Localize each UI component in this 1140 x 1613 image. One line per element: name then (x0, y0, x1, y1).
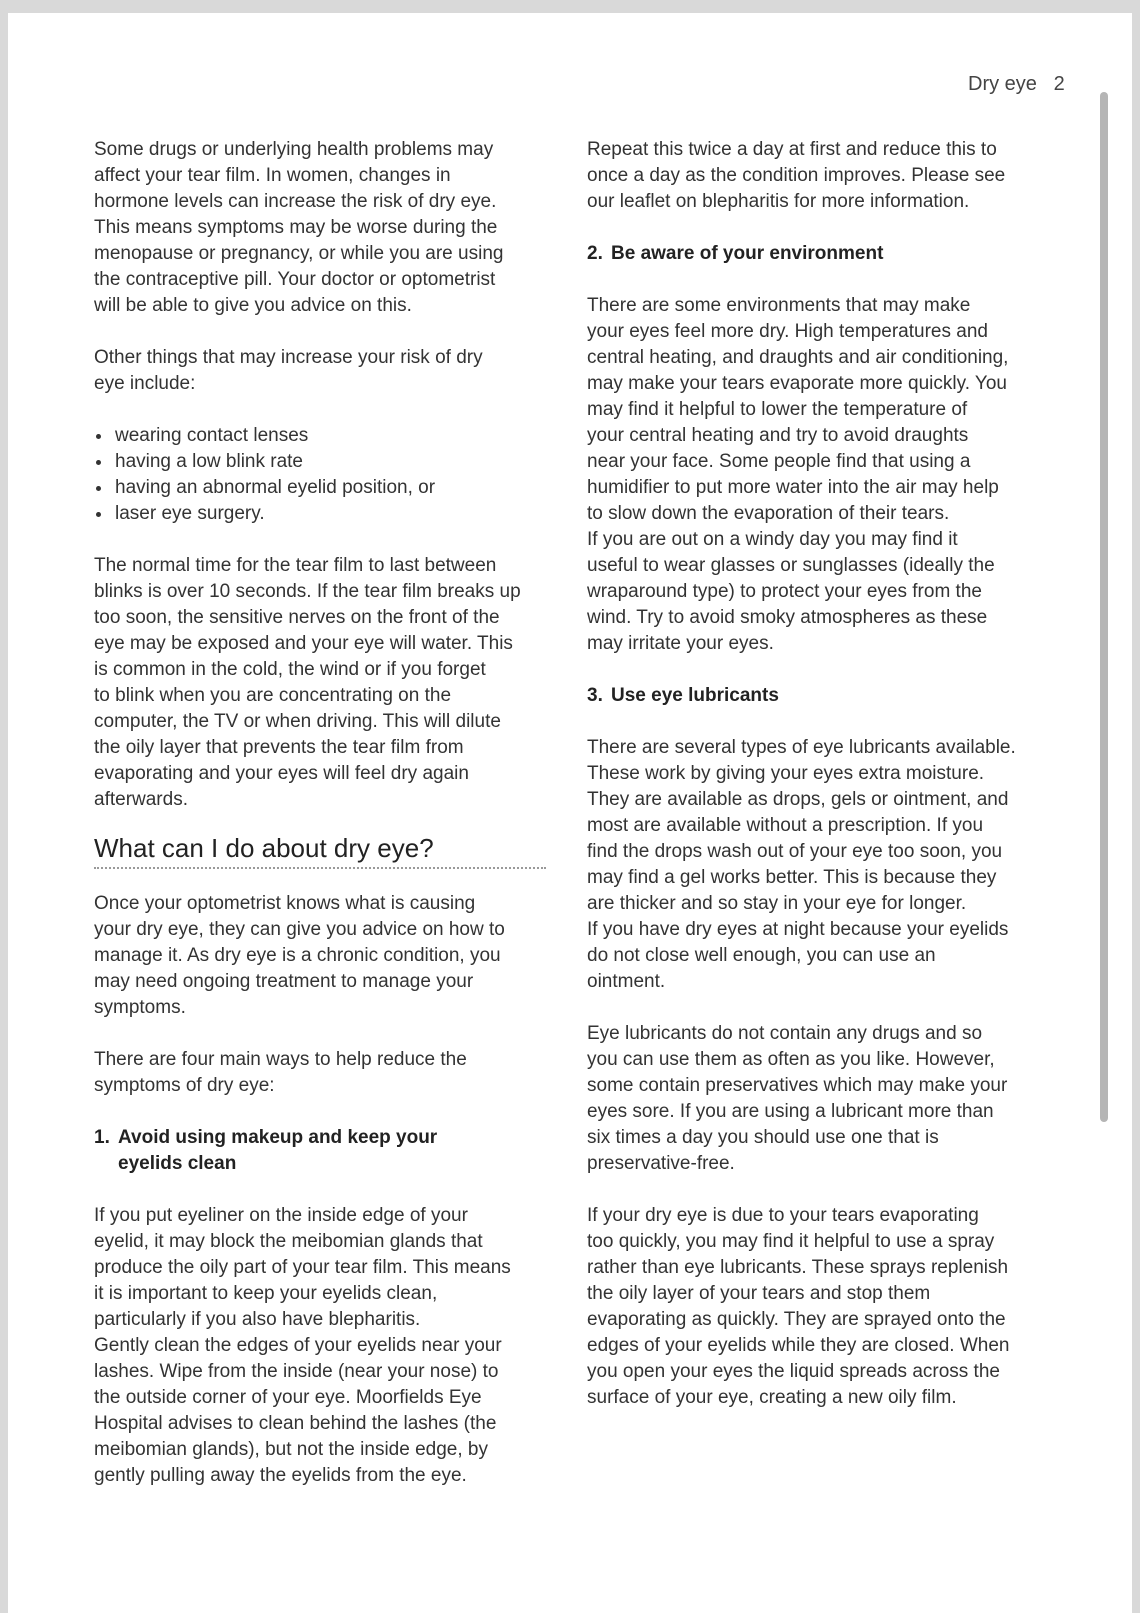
text-line: evaporating and your eyes will feel dry again (94, 763, 469, 784)
text-line: wraparound type) to protect your eyes from the (587, 581, 982, 602)
list-number: 2. (587, 243, 603, 264)
text-line: afterwards. (94, 789, 188, 810)
text-line: the oily layer that prevents the tear film from (94, 737, 464, 758)
text-line: may find it helpful to lower the temperature of (587, 399, 968, 420)
paragraph (94, 891, 564, 1021)
text-line: to blink when you are concentrating on the (94, 685, 452, 706)
text-line: blinks is over 10 seconds. If the tear film breaks up (94, 581, 521, 602)
text-line: most are available without a prescription. If you (587, 815, 984, 836)
text-line: the oily layer of your tears and stop them (587, 1283, 931, 1304)
section-heading (94, 831, 564, 865)
text-line: humidifier to put more water into the air may help (587, 477, 999, 498)
vertical-scrollbar[interactable] (1100, 92, 1108, 1122)
text-line: may need ongoing treatment to manage your (94, 971, 474, 992)
text-line: it is important to keep your eyelids clean, (94, 1283, 438, 1304)
text-line: These work by giving your eyes extra moisture. (587, 763, 985, 784)
bullet-list (94, 423, 564, 527)
text-line: There are several types of eye lubricants available. (587, 737, 1016, 758)
paragraph (587, 137, 1057, 215)
text-line: may find a gel works better. This is because they (587, 867, 997, 888)
text-line: manage it. As dry eye is a chronic condition, you (94, 945, 501, 966)
paragraph (94, 345, 564, 397)
page-number: 2 (1053, 73, 1065, 95)
text-line: eyelid, it may block the meibomian glands that (94, 1231, 483, 1252)
text-line: some contain preservatives which may make your (587, 1075, 1008, 1096)
text-line: Be aware of your environment (611, 243, 884, 264)
text-line: eye may be exposed and your eye will water. This (94, 633, 513, 654)
text-line: the contraceptive pill. Your doctor or optometrist (94, 269, 496, 290)
text-line: wind. Try to avoid smoky atmospheres as these (587, 607, 988, 628)
text-line: Hospital advises to clean behind the lashes (the (94, 1413, 497, 1434)
text-line: preservative-free. (587, 1153, 735, 1174)
text-line: eyes sore. If you are using a lubricant more than (587, 1101, 994, 1122)
document-page (8, 13, 1132, 1613)
text-line: hormone levels can increase the risk of dry eye. (94, 191, 497, 212)
list-item: having a low blink rate (94, 449, 564, 475)
text-line: They are available as drops, gels or ointment, and (587, 789, 1009, 810)
header-title: Dry eye (968, 73, 1037, 95)
list-item: having an abnormal eyelid position, or (94, 475, 564, 501)
paragraph (587, 293, 1057, 657)
text-line: Eye lubricants do not contain any drugs and so (587, 1023, 983, 1044)
text-line: may irritate your eyes. (587, 633, 774, 654)
text-line: are thicker and so stay in your eye for longer. (587, 893, 967, 914)
text-line: Use eye lubricants (611, 685, 779, 706)
text-line: symptoms of dry eye: (94, 1075, 275, 1096)
text-line: your dry eye, they can give you advice on how to (94, 919, 505, 940)
text-line: useful to wear glasses or sunglasses (ideally the (587, 555, 995, 576)
text-line: rather than eye lubricants. These sprays replenish (587, 1257, 1009, 1278)
text-line: our leaflet on blepharitis for more information. (587, 191, 970, 212)
text-line: gently pulling away the eyelids from the eye. (94, 1465, 467, 1486)
text-line: find the drops wash out of your eye too soon, you (587, 841, 1003, 862)
text-line: central heating, and draughts and air conditioning, (587, 347, 1009, 368)
text-line: There are some environments that may make (587, 295, 971, 316)
text-line: lashes. Wipe from the inside (near your nose) to (94, 1361, 499, 1382)
text-line: computer, the TV or when driving. This will dilute (94, 711, 501, 732)
text-line: to slow down the evaporation of their tears. (587, 503, 950, 524)
text-line: too quickly, you may find it helpful to use a spray (587, 1231, 995, 1252)
text-line: the outside corner of your eye. Moorfields Eye (94, 1387, 482, 1408)
text-line: your central heating and try to avoid draughts (587, 425, 969, 446)
text-line: affect your tear film. In women, changes in (94, 165, 451, 186)
section-heading-text: What can I do about dry eye? (94, 833, 434, 863)
list-number: 1. (94, 1127, 110, 1148)
text-line: edges of your eyelids while they are closed. When (587, 1335, 1010, 1356)
text-line: particularly if you also have blepharitis. (94, 1309, 421, 1330)
text-line: evaporating as quickly. They are sprayed onto the (587, 1309, 1006, 1330)
text-line: you open your eyes the liquid spreads across the (587, 1361, 1000, 1382)
text-line: Some drugs or underlying health problems may (94, 139, 494, 160)
text-line: If your dry eye is due to your tears evaporating (587, 1205, 979, 1226)
text-line: menopause or pregnancy, or while you are using (94, 243, 504, 264)
text-line: meibomian glands), but not the inside edge, by (94, 1439, 488, 1460)
text-line: is common in the cold, the wind or if you forget (94, 659, 486, 680)
paragraph (587, 1203, 1057, 1411)
text-line: ointment. (587, 971, 666, 992)
text-line: Other things that may increase your risk of dry (94, 347, 483, 368)
text-line: too soon, the sensitive nerves on the front of the (94, 607, 500, 628)
text-line: Gently clean the edges of your eyelids near your (94, 1335, 502, 1356)
paragraph (94, 1203, 564, 1489)
paragraph (94, 553, 564, 813)
text-line: Repeat this twice a day at first and reduce this to (587, 139, 997, 160)
text-line: surface of your eye, creating a new oily film. (587, 1387, 957, 1408)
text-line: do not close well enough, you can use an (587, 945, 936, 966)
text-line: near your face. Some people find that using a (587, 451, 971, 472)
running-header (968, 73, 1065, 96)
list-item: wearing contact lenses (94, 423, 564, 449)
text-line: The normal time for the tear film to last between (94, 555, 497, 576)
text-line: you can use them as often as you like. However, (587, 1049, 995, 1070)
paragraph (94, 1047, 564, 1099)
text-line: will be able to give you advice on this. (94, 295, 412, 316)
text-line: eye include: (94, 373, 196, 394)
dotted-divider (94, 867, 546, 869)
text-line: If you have dry eyes at night because your eyelids (587, 919, 1009, 940)
text-line: may make your tears evaporate more quickly. You (587, 373, 1007, 394)
text-line: This means symptoms may be worse during the (94, 217, 498, 238)
text-line: eyelids clean (118, 1153, 237, 1174)
text-line: Avoid using makeup and keep your (118, 1127, 438, 1148)
paragraph (587, 735, 1057, 995)
text-line: There are four main ways to help reduce the (94, 1049, 467, 1070)
text-line: produce the oily part of your tear film. This means (94, 1257, 511, 1278)
text-line: symptoms. (94, 997, 186, 1018)
text-line: six times a day you should use one that is (587, 1127, 939, 1148)
paragraph (587, 1021, 1057, 1177)
text-line: If you put eyeliner on the inside edge of your (94, 1205, 468, 1226)
list-number: 3. (587, 685, 603, 706)
paragraph (94, 137, 564, 319)
text-line: Once your optometrist knows what is causing (94, 893, 476, 914)
text-line: your eyes feel more dry. High temperatures and (587, 321, 988, 342)
list-item: laser eye surgery. (94, 501, 564, 527)
text-line: If you are out on a windy day you may find it (587, 529, 958, 550)
text-line: once a day as the condition improves. Please see (587, 165, 1006, 186)
